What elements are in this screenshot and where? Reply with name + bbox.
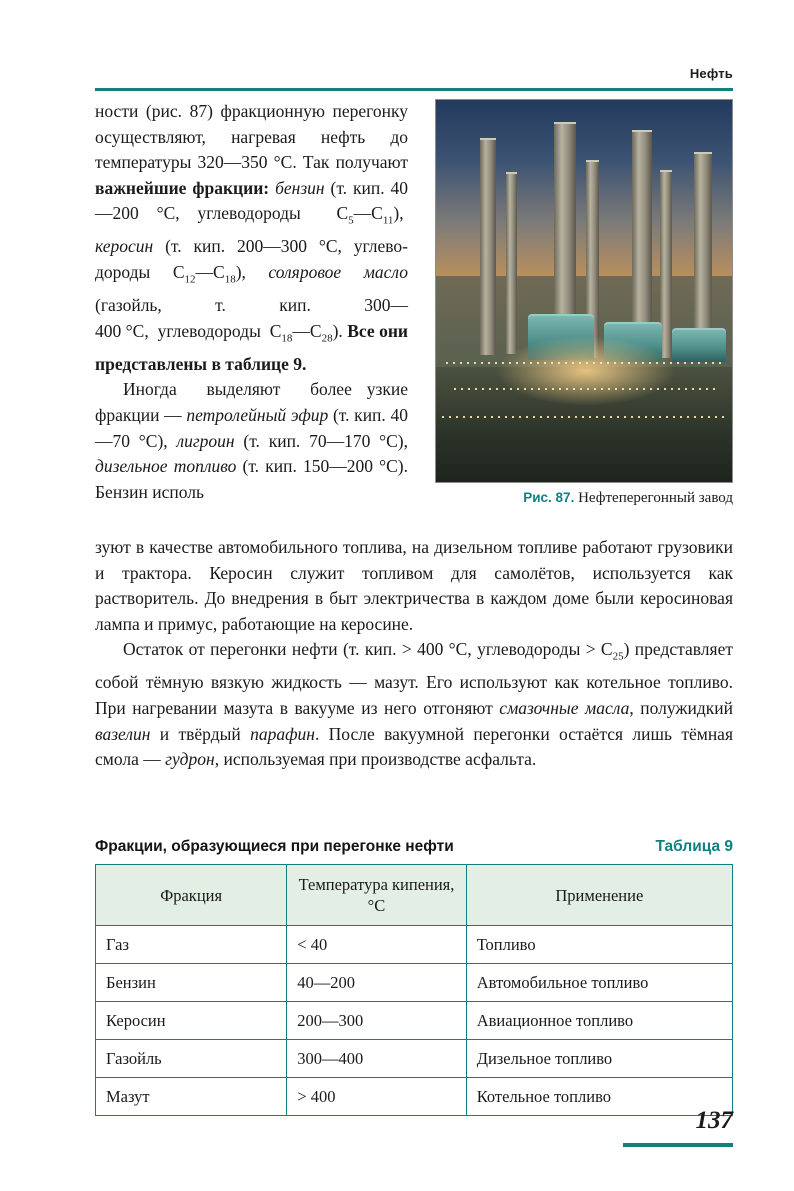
- cell-fraction: Бензин: [96, 964, 287, 1002]
- intro-paragraph-2: Иногда выделяют более узкие фракции — петролейный эфир (т. кип. 40—70 °С), лигроин (т. кип. 70—170 °С), дизельное топливо (т. кип. 150—200 °С). Бензин исполь: [95, 379, 409, 502]
- table-heading: [95, 838, 733, 856]
- cell-application: Авиационное топливо: [466, 1002, 732, 1040]
- refinery-photo: [435, 99, 733, 483]
- figure-label: Рис. 87.: [523, 490, 575, 505]
- table-body: [96, 926, 733, 1116]
- cell-fraction: Газойль: [96, 1040, 287, 1078]
- body-paragraph-2: Остаток от перегонки нефти (т. кип. > 400 °С, углеводороды > $C_{25}$) представляет собой тёмную вязкую жидкость — мазут. Его используют как котельное топливо. При нагревании мазута в вакууме из него отгоняют смазочные масла, полужидкий вазелин и твёрдый парафин. После вакуумной перегонки остаётся лишь тёмная смола — гудрон, используемая при производстве асфальта.: [95, 639, 733, 770]
- header-divider: [95, 88, 733, 91]
- cell-application: Топливо: [466, 926, 732, 964]
- photo-lights: [442, 416, 728, 418]
- figure-caption: [435, 490, 733, 507]
- cell-temperature: > 400: [287, 1078, 466, 1116]
- table-row: [96, 1040, 733, 1078]
- table-row: [96, 964, 733, 1002]
- column-header-fraction: Фракция: [96, 865, 287, 926]
- page-number: 137: [695, 1107, 733, 1134]
- cell-temperature: < 40: [287, 926, 466, 964]
- cell-fraction: Керосин: [96, 1002, 287, 1040]
- cell-fraction: Газ: [96, 926, 287, 964]
- cell-application: Котельное топливо: [466, 1078, 732, 1116]
- intro-paragraph-1: ности (рис. 87) фракционную перегонку осуществляют, нагревая нефть до температуры 320—350 °С. Так получают важнейшие фракции: бензин (т. кип. 40—200 °С, углеводороды $C_5—C_{11}$), керосин (т. кип. 200—300 °С, углеводороды $C_{12}—C_{18}$), соляровое масло (газойль, т. кип. 300—400 °С, углеводороды $C_{18}—C_{28}$). Все они представлены в таблице 9.: [95, 101, 408, 374]
- table-row: [96, 1002, 733, 1040]
- photo-lights: [446, 362, 726, 364]
- storage-tank: [672, 328, 726, 362]
- column-header-boiling-temp: Температура кипения, °С: [287, 865, 466, 926]
- photo-light-glow: [496, 336, 676, 406]
- body-text: [95, 535, 733, 773]
- distillation-tower: [506, 172, 517, 354]
- figure-87: [435, 99, 733, 507]
- distillation-tower: [480, 138, 496, 355]
- cell-temperature: 300—400: [287, 1040, 466, 1078]
- cell-fraction: Мазут: [96, 1078, 287, 1116]
- intro-text-column: [95, 99, 408, 505]
- table-number: Таблица 9: [655, 838, 733, 855]
- column-header-application: Применение: [466, 865, 732, 926]
- footer-divider: [623, 1143, 733, 1147]
- table-row: [96, 926, 733, 964]
- fractions-table: [95, 864, 733, 1116]
- cell-temperature: 40—200: [287, 964, 466, 1002]
- table-title: Фракции, образующиеся при перегонке нефти: [95, 838, 454, 855]
- running-header: Нефть: [689, 66, 733, 81]
- body-paragraph-1: зуют в качестве автомобильного топлива, на дизельном топливе работают грузовики и трактора. Керосин служит топливом для самолётов, используется как растворитель. До внедрения в быт электричества в каждом доме были керосиновая лампа и примус, работающие на керосине.: [95, 537, 733, 634]
- cell-application: Дизельное топливо: [466, 1040, 732, 1078]
- figure-caption-text: Нефтеперегонный завод: [578, 490, 733, 506]
- cell-temperature: 200—300: [287, 1002, 466, 1040]
- photo-lights: [454, 388, 718, 390]
- table-header-row: [96, 865, 733, 926]
- cell-application: Автомобильное топливо: [466, 964, 732, 1002]
